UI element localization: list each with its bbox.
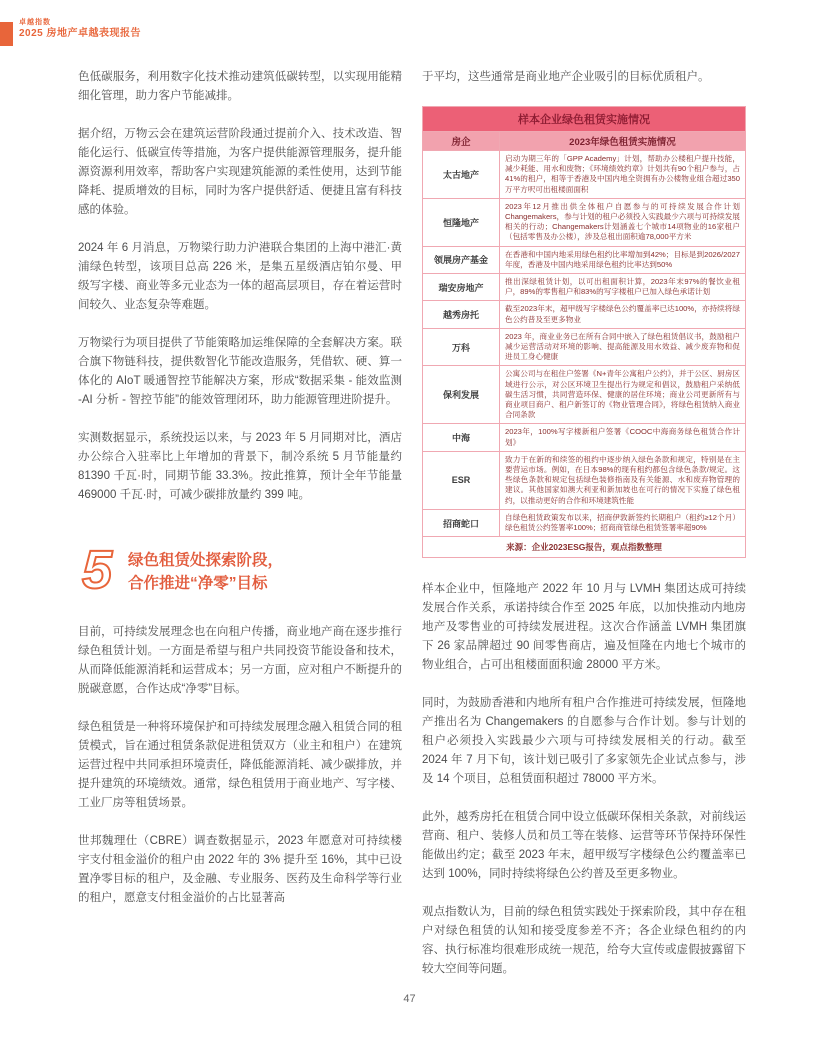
- section-title-line2: 合作推进“净零”目标: [128, 575, 268, 592]
- table-source: 来源：企业2023ESG报告，观点指数整理: [423, 537, 746, 558]
- company-cell: 招商蛇口: [423, 509, 500, 536]
- green-lease-table: [422, 106, 746, 558]
- detail-cell: 推出深绿租赁计划，以可出租面积计算，2023年末97%的餐饮业租户，89%的零售租户和83%的写字楼租户已加入绿色承诺计划: [500, 274, 746, 301]
- table-row: [423, 366, 746, 424]
- detail-cell: 2023年12月推出供全体租户自愿参与的可持续发展合作计划Changemakers，参与计划的租户必须投入实践最少六项与可持续发展相关的行动；Changemakers计划涵盖七个城市14项物业的16家租户（包括零售及办公楼），涉及总租出面积逾78,000平方米: [500, 198, 746, 246]
- section-heading: [82, 540, 402, 600]
- paragraph: 于平均，这些通常是商业地产企业吸引的目标优质租户。: [422, 71, 710, 83]
- company-cell: 瑞安房地产: [423, 274, 500, 301]
- page-number: 47: [403, 993, 416, 1005]
- paragraph: 样本企业中，恒隆地产 2022 年 10 月与 LVMH 集团达成可持续发展合作关系，承诺持续合作至 2025 年底，以加快推动内地房地产及零售业的可持续发展进程。这次合作涵盖 LVMH 集团旗下 26 家品牌超过 90 间零售商店，遍及恒隆在内地七个城市的物业组合，占可出租楼面面积逾 28000 平方米。: [422, 583, 746, 672]
- paragraph: 观点指数认为，目前的绿色租赁实践处于探索阶段，其中存在租户对绿色租赁的认知和接受度参差不齐；各企业绿色租约的内容、执行标准均很难形成统一规范，给夸大宣传或虚假披露留下较大空间等问题。: [422, 906, 746, 976]
- table-title: 样本企业绿色租赁实施情况: [423, 107, 746, 132]
- table-row: [423, 328, 746, 366]
- brand-small-label: 卓越指数: [19, 19, 51, 26]
- paragraph: 万物梁行为项目提供了节能策略加运维保障的全套解决方案。联合旗下物链科技，提供数智化节能改造服务，凭借软、硬、算一体化的 AIoT 暖通智控节能解决方案，形成“数据采集 - 能效监测 -AI 分析 - 智控节能”的能效管理闭环，助力能源管理进阶提升。: [78, 337, 402, 406]
- table-row: [423, 274, 746, 301]
- report-title: 2025 房地产卓越表现报告: [19, 28, 142, 39]
- column-header-detail: 2023年绿色租赁实施情况: [500, 132, 746, 151]
- table-row: [423, 509, 746, 536]
- company-cell: 太古地产: [423, 151, 500, 199]
- paragraph: 目前，可持续发展理念也在向租户传播，商业地产商在逐步推行绿色租赁计划。一方面是希望与租户共同投资节能设备和技术，从而降低能源消耗和运营成本；另一方面，应对租户不断提升的脱碳意愿，合作达成“净零”目标。: [78, 626, 402, 695]
- table-row: [423, 424, 746, 451]
- paragraph: 此外，越秀房托在租赁合同中设立低碳环保相关条款，对前线运营商、租户、装修人员和员工等在装修、运营等环节保持环保性能做出约定；截至 2023 年末，超甲级写字楼绿色公约覆盖率已达到 100%，同时持续将绿色公约普及至更多物业。: [422, 811, 746, 881]
- column-header-company: 房企: [423, 132, 500, 151]
- detail-cell: 公寓公司与在租住户签署《N+青年公寓租户公约》，并于公区、厨房区域进行公示，对公区环境卫生提出行为规定和倡议，鼓励租户采纳低碳生活习惯，共同营造环保、健康的居住环境；商业公司更新所有与商业项目商户、租户新签订的《物业管理合同》，将绿色租赁纳入商业合同条款: [500, 366, 746, 424]
- company-cell: 保利发展: [423, 366, 500, 424]
- company-cell: 恒隆地产: [423, 198, 500, 246]
- right-column: [422, 68, 746, 998]
- paragraph: 绿色租赁是一种将环境保护和可持续发展理念融入租赁合同的租赁模式，旨在通过租赁条款促进租赁双方（业主和租户）在建筑运营过程中共同承担环境责任，降低能源消耗、减少碳排放，并提升建筑的环境绩效。通常，绿色租赁用于商业地产、写字楼、工业厂房等租赁场景。: [78, 721, 402, 809]
- page-header: [19, 18, 141, 40]
- detail-cell: 2023 年，商业业务已在所有合同中嵌入了绿色租赁倡议书，鼓励租户减少运营活动对环境的影响、提高能源及用水效益、减少废弃物和促进员工身心健康: [500, 328, 746, 366]
- paragraph: 同时，为鼓励香港和内地所有租户合作推进可持续发展，恒隆地产推出名为 Changemakers 的自愿参与合作计划。参与计划的租户必须投入实践最少六项与可持续发展相关的行动。截至 2024 年 7 月下旬，该计划已吸引了多家领先企业试点参与，涉及 14 个项目，总租赁面积超过 78000 平方米。: [422, 697, 746, 786]
- detail-cell: 致力于在新的和续签的租约中逐步纳入绿色条款和规定，特别是在主要营运市场。例如，在日本98%的现有租约都包含绿色条款/规定。这些绿色条款和规定包括绿色装修指南及有关能源、水和废弃物管理的建议。其他国家如澳大利亚和新加坡也在可行的情况下实施了绿色租约，以推动更好的合作和环境建筑性能: [500, 451, 746, 509]
- table-row: [423, 151, 746, 199]
- paragraph: 实测数据显示，系统投运以来，与 2023 年 5 月同期对比，酒店办公综合入驻率比上年增加的背景下，制冷系统 5 月节能量约 81390 千瓦·时，同期节能 33.3%。按此推算，预计全年节能量 469000 千瓦·时，可减少碳排放量约 399 吨。: [78, 432, 402, 501]
- company-cell: 越秀房托: [423, 301, 500, 328]
- detail-cell: 在香港和中国内地采用绿色租约比率增加到42%；目标是到2026/2027年度，香港及中国内地采用绿色租约比率达到50%: [500, 246, 746, 273]
- detail-cell: 截至2023年末，超甲级写字楼绿色公约覆盖率已达100%，亦持续将绿色公约普及至更多物业: [500, 301, 746, 328]
- company-cell: 万科: [423, 328, 500, 366]
- table-row: [423, 198, 746, 246]
- detail-cell: 启动为期三年的「GPP Academy」计划，帮助办公楼租户提升技能，减少耗能、用水和废物；《环境绩效约章》计划共有90个租户参与，占41%的租户，相等于香港及中国内地全资拥有办公楼物业组合超过350万平方呎可出租楼面面积: [500, 151, 746, 199]
- section-number: 5: [82, 540, 113, 600]
- table-source-row: [423, 537, 746, 558]
- brand-accent-bar: [0, 22, 13, 46]
- table-row: [423, 246, 746, 273]
- left-column: [78, 68, 402, 998]
- detail-cell: 2023年，100%写字楼新租户签署《COOC中海商务绿色租赁合作计划》: [500, 424, 746, 451]
- section-title-line1: 绿色租赁处探索阶段，: [128, 552, 284, 569]
- table-title-row: [423, 107, 746, 132]
- company-cell: 领展房产基金: [423, 246, 500, 273]
- paragraph: 据介绍，万物云会在建筑运营阶段通过提前介入、技术改造、智能化运行、低碳宣传等措施，为客户提供能源管理服务，提升能源资源利用效率，帮助客户实现建筑能源的柔性使用，达到节能降耗、提质增效的目标，同时为客户提供舒适、便捷且富有科技感的体验。: [78, 128, 402, 216]
- paragraph: 2024 年 6 月消息，万物梁行助力沪港联合集团的上海中港汇·黄浦绿色转型，该项目总高 226 米，是集五星级酒店铂尔曼、甲级写字楼、商业等多元业态为一体的超高层项目，存在着运营时间较久、业态复杂等难题。: [78, 242, 402, 311]
- paragraph: 世邦魏理仕（CBRE）调查数据显示，2023 年愿意对可持续楼宇支付租金溢价的租户由 2022 年的 3% 提升至 16%，其中已设置净零目标的租户，及金融、专业服务、医药及生命科学等行业的租户，愿意支付租金溢价的占比显著高: [78, 835, 402, 904]
- table-header-row: [423, 132, 746, 151]
- table-row: [423, 301, 746, 328]
- table-row: [423, 451, 746, 509]
- company-cell: 中海: [423, 424, 500, 451]
- detail-cell: 自绿色租赁政策发布以来，招商伊敦新签约长期租户（租约≥12个月）绿色租赁公约签署率100%；招商商管绿色租赁签署率超90%: [500, 509, 746, 536]
- page-content: [78, 68, 746, 998]
- paragraph: 色低碳服务，利用数字化技术推动建筑低碳转型，以实现用能精细化管理，助力客户节能减排。: [78, 71, 402, 102]
- section-title: [128, 545, 283, 595]
- company-cell: ESR: [423, 451, 500, 509]
